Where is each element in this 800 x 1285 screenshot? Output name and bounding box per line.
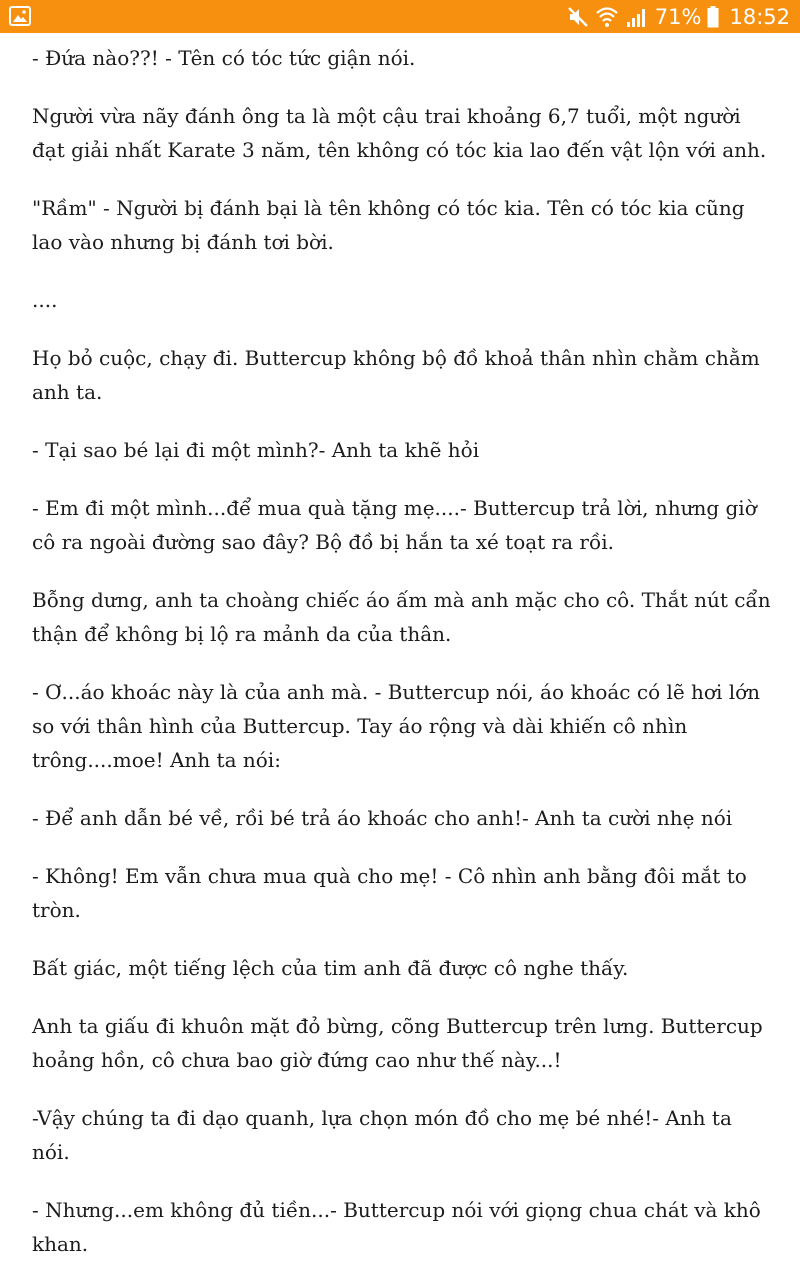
- signal-icon: [625, 6, 649, 28]
- paragraph-13: Anh ta giấu đi khuôn mặt đỏ bừng, cõng Buttercup trên lưng. Buttercup hoảng hồn, cô chưa bao giờ đứng cao như thế này...!: [32, 1014, 763, 1072]
- paragraph-15: - Nhưng...em không đủ tiền...- Buttercup nói với giọng chua chát và khô khan.: [32, 1198, 761, 1256]
- battery-icon: [707, 6, 719, 28]
- paragraph-11: - Không! Em vẫn chưa mua quà cho mẹ! - Cô nhìn anh bằng đôi mắt to tròn.: [32, 864, 747, 922]
- paragraph-3: "Rầm" - Người bị đánh bại là tên không có tóc kia. Tên có tóc kia cũng lao vào nhưng bị đánh tơi bời.: [32, 196, 745, 254]
- status-bar: [0, 0, 800, 33]
- paragraph-6: - Tại sao bé lại đi một mình?- Anh ta khẽ hỏi: [32, 438, 480, 462]
- battery-percent: 71%: [654, 4, 702, 29]
- paragraph-4: ....: [32, 288, 58, 312]
- paragraph-2: Người vừa nãy đánh ông ta là một cậu trai khoảng 6,7 tuổi, một người đạt giải nhất Karate 3 năm, tên không có tóc kia lao đến vật lộn với anh.: [32, 104, 767, 162]
- paragraph-5: Họ bỏ cuộc, chạy đi. Buttercup không bộ đồ khoả thân nhìn chằm chằm anh ta.: [32, 346, 760, 404]
- clock-time: 18:52: [729, 4, 790, 29]
- paragraph-12: Bất giác, một tiếng lệch của tim anh đã được cô nghe thấy.: [32, 956, 629, 980]
- paragraph-9: - Ơ...áo khoác này là của anh mà. - Buttercup nói, áo khoác có lẽ hơi lớn so với thân hình của Buttercup. Tay áo rộng và dài khiến cô nhìn trông....moe! Anh ta nói:: [32, 680, 761, 772]
- paragraph-1: - Đứa nào??! - Tên có tóc tức giận nói.: [32, 46, 416, 70]
- paragraph-8: Bỗng dưng, anh ta choàng chiếc áo ấm mà anh mặc cho cô. Thắt nút cẩn thận để không bị lộ ra mảnh da của thân.: [32, 588, 771, 646]
- paragraph-7: - Em đi một mình...để mua quà tặng mẹ....- Buttercup trả lời, nhưng giờ cô ra ngoài đường sao đây? Bộ đồ bị hắn ta xé toạt ra rồi.: [32, 496, 757, 554]
- wifi-icon: [595, 5, 619, 29]
- gallery-notification-icon[interactable]: [9, 6, 31, 26]
- paragraph-10: - Để anh dẫn bé về, rồi bé trả áo khoác cho anh!- Anh ta cười nhẹ nói: [32, 806, 733, 830]
- status-icons: [567, 0, 790, 33]
- mute-icon: [567, 6, 589, 28]
- paragraph-14: -Vậy chúng ta đi dạo quanh, lựa chọn món đồ cho mẹ bé nhé!- Anh ta nói.: [32, 1106, 732, 1164]
- article-body: [32, 41, 772, 1285]
